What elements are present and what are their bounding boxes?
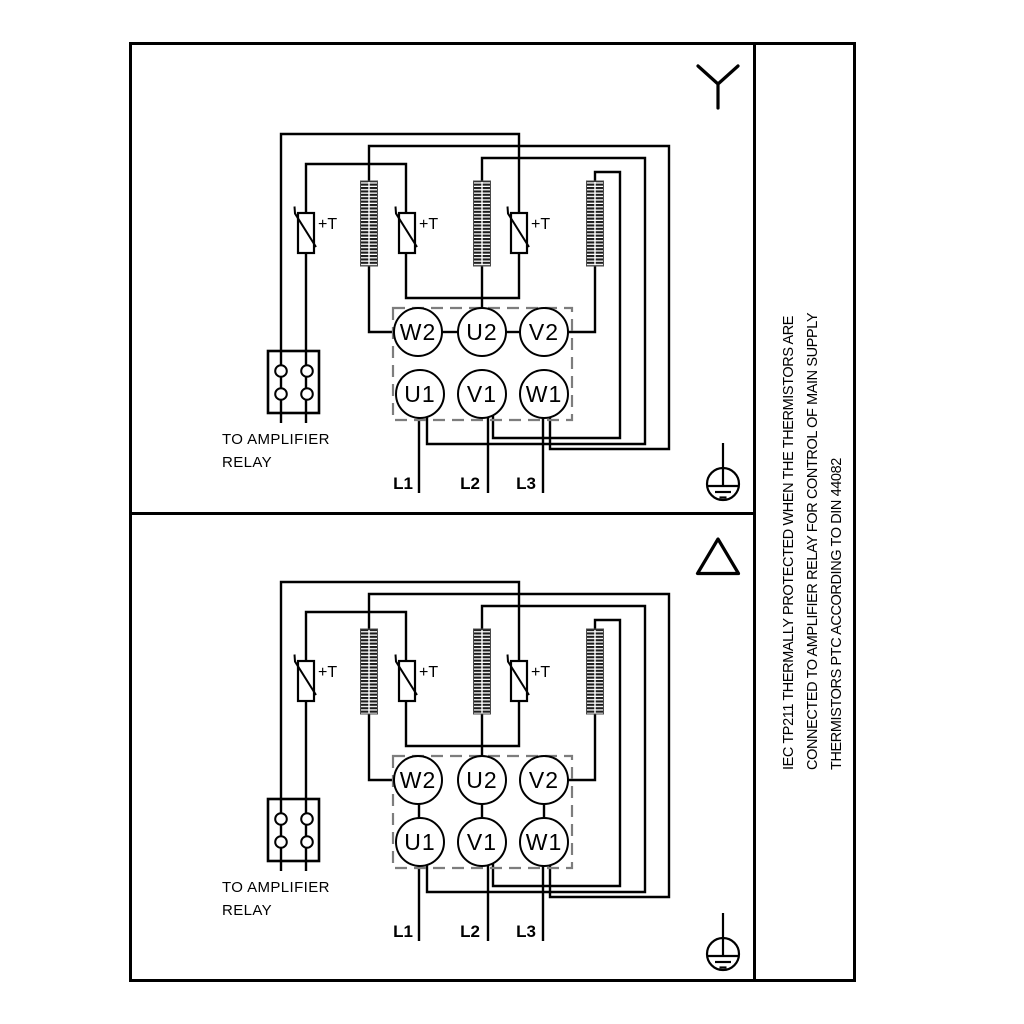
mains-label-l3: L3 xyxy=(516,474,536,493)
thermistor-label: +T xyxy=(531,664,551,681)
terminal-label-u2: U2 xyxy=(466,767,498,793)
wire xyxy=(369,265,394,332)
mains-label-l3: L3 xyxy=(516,922,536,941)
terminal-label-u1: U1 xyxy=(404,381,436,407)
wire xyxy=(306,612,406,661)
thermistor-label: +T xyxy=(318,216,338,233)
wire xyxy=(369,713,394,780)
terminal-label-v1: V1 xyxy=(466,381,498,407)
star-connection-icon xyxy=(698,66,738,108)
earth-ground-icon xyxy=(707,443,739,500)
relay-terminal-block xyxy=(268,799,319,861)
notes-column xyxy=(781,312,845,770)
mains-label-l2: L2 xyxy=(460,922,480,941)
thermistor-symbol xyxy=(508,655,530,702)
thermistor-symbol xyxy=(396,207,418,254)
thermistor-symbol xyxy=(396,655,418,702)
relay-terminal-block xyxy=(268,351,319,413)
thermistor-symbol xyxy=(295,207,317,254)
panel-star xyxy=(222,66,739,500)
thermistor-label: +T xyxy=(318,664,338,681)
terminal-label-v2: V2 xyxy=(528,319,560,345)
note-line-1: IEC TP211 THERMALLY PROTECTED WHEN THE THERMISTORS ARE xyxy=(781,315,797,770)
earth-ground-icon xyxy=(707,913,739,970)
note-line-2: CONNECTED TO AMPLIFIER RELAY FOR CONTROL OF MAIN SUPPLY xyxy=(805,312,821,770)
relay-note-line1: TO AMPLIFIER xyxy=(222,879,330,896)
panel-delta xyxy=(222,539,739,970)
relay-note-line2: RELAY xyxy=(222,454,273,471)
terminal-label-w1: W1 xyxy=(525,829,563,855)
thermistor-label: +T xyxy=(419,664,439,681)
wire xyxy=(406,253,519,298)
wire xyxy=(306,164,406,213)
mains-label-l1: L1 xyxy=(393,474,413,493)
delta-connection-icon xyxy=(698,539,739,574)
thermistor-label: +T xyxy=(531,216,551,233)
terminal-label-w2: W2 xyxy=(399,319,437,345)
thermistor-symbol xyxy=(295,655,317,702)
motor-winding-symbol xyxy=(361,181,604,266)
terminal-label-w1: W1 xyxy=(525,381,563,407)
motor-winding-symbol xyxy=(361,629,604,714)
note-line-3: THERMISTORS PTC ACCORDING TO DIN 44082 xyxy=(829,458,845,770)
thermistor-symbol xyxy=(508,207,530,254)
wire xyxy=(406,701,519,746)
terminal-label-v2: V2 xyxy=(528,767,560,793)
relay-note-line2: RELAY xyxy=(222,902,273,919)
terminal-label-u1: U1 xyxy=(404,829,436,855)
terminal-label-v1: V1 xyxy=(466,829,498,855)
mains-label-l2: L2 xyxy=(460,474,480,493)
terminal-label-w2: W2 xyxy=(399,767,437,793)
terminal-label-u2: U2 xyxy=(466,319,498,345)
mains-label-l1: L1 xyxy=(393,922,413,941)
relay-note-line1: TO AMPLIFIER xyxy=(222,431,330,448)
thermistor-label: +T xyxy=(419,216,439,233)
